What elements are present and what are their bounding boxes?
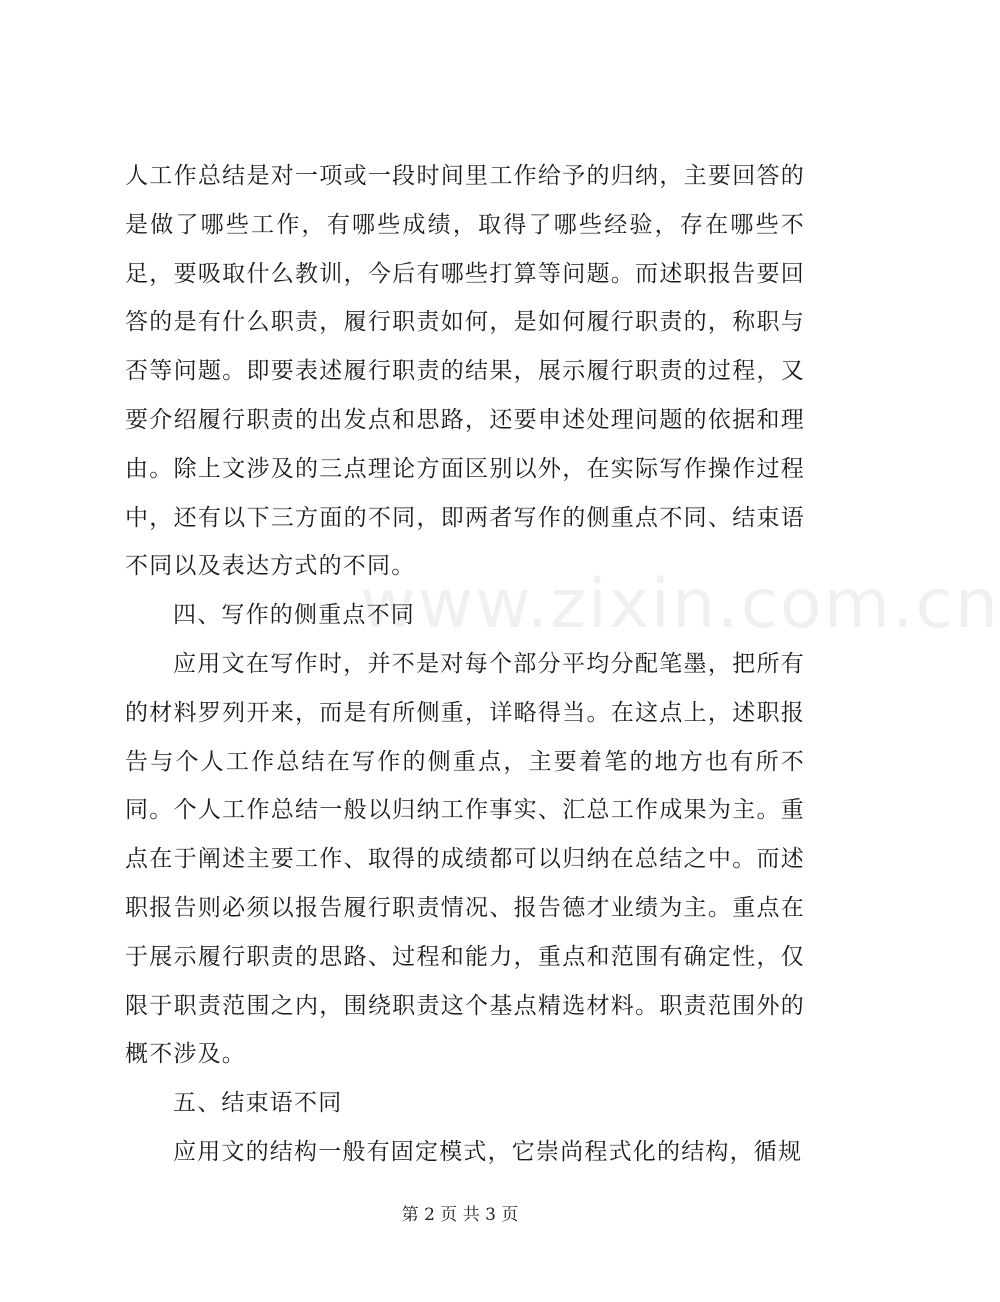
document-body — [125, 152, 805, 1177]
page-footer: 第 2 页 共 3 页 — [401, 1205, 519, 1225]
watermark: www.zixin.com.cn — [360, 565, 1000, 644]
section-heading-4: 四、写作的侧重点不同 — [173, 602, 415, 629]
paragraph-section-4: 应用文在写作时，并不是对每个部分平均分配笔墨，把所有的材料罗列开来，而是有所侧重，详略得当。在这点上，述职报告与个人工作总结在写作的侧重点，主要着笔的地方也有所不同。个人工作总结一般以归纳工作事实、汇总工作成果为主。重点在于阐述主要工作、取得的成绩都可以归纳在总结之中。而述职报告则必须以报告履行职责情况、报告德才业绩为主。重点在于展示履行职责的思路、过程和能力，重点和范围有确定性，仅限于职责范围之内，围绕职责这个基点精选材料。职责范围外的概不涉及。 — [125, 650, 805, 1068]
section-heading-5: 五、结束语不同 — [173, 1090, 343, 1117]
paragraph-section-5: 应用文的结构一般有固定模式，它崇尚程式化的结构，循规 — [173, 1138, 803, 1165]
paragraph-continuation: 人工作总结是对一项或一段时间里工作给予的归纳，主要回答的是做了哪些工作，有哪些成绩，取得了哪些经验，存在哪些不足，要吸取什么教训，今后有哪些打算等问题。而述职报告要回答的是有什么职责，履行职责如何，是如何履行职责的，称职与否等问题。即要表述履行职责的结果，展示履行职责的过程，又要介绍履行职责的出发点和思路，还要申述处理问题的依据和理由。除上文涉及的三点理论方面区别以外，在实际写作操作过程中，还有以下三方面的不同，即两者写作的侧重点不同、结束语不同以及表达方式的不同。 — [125, 163, 805, 580]
